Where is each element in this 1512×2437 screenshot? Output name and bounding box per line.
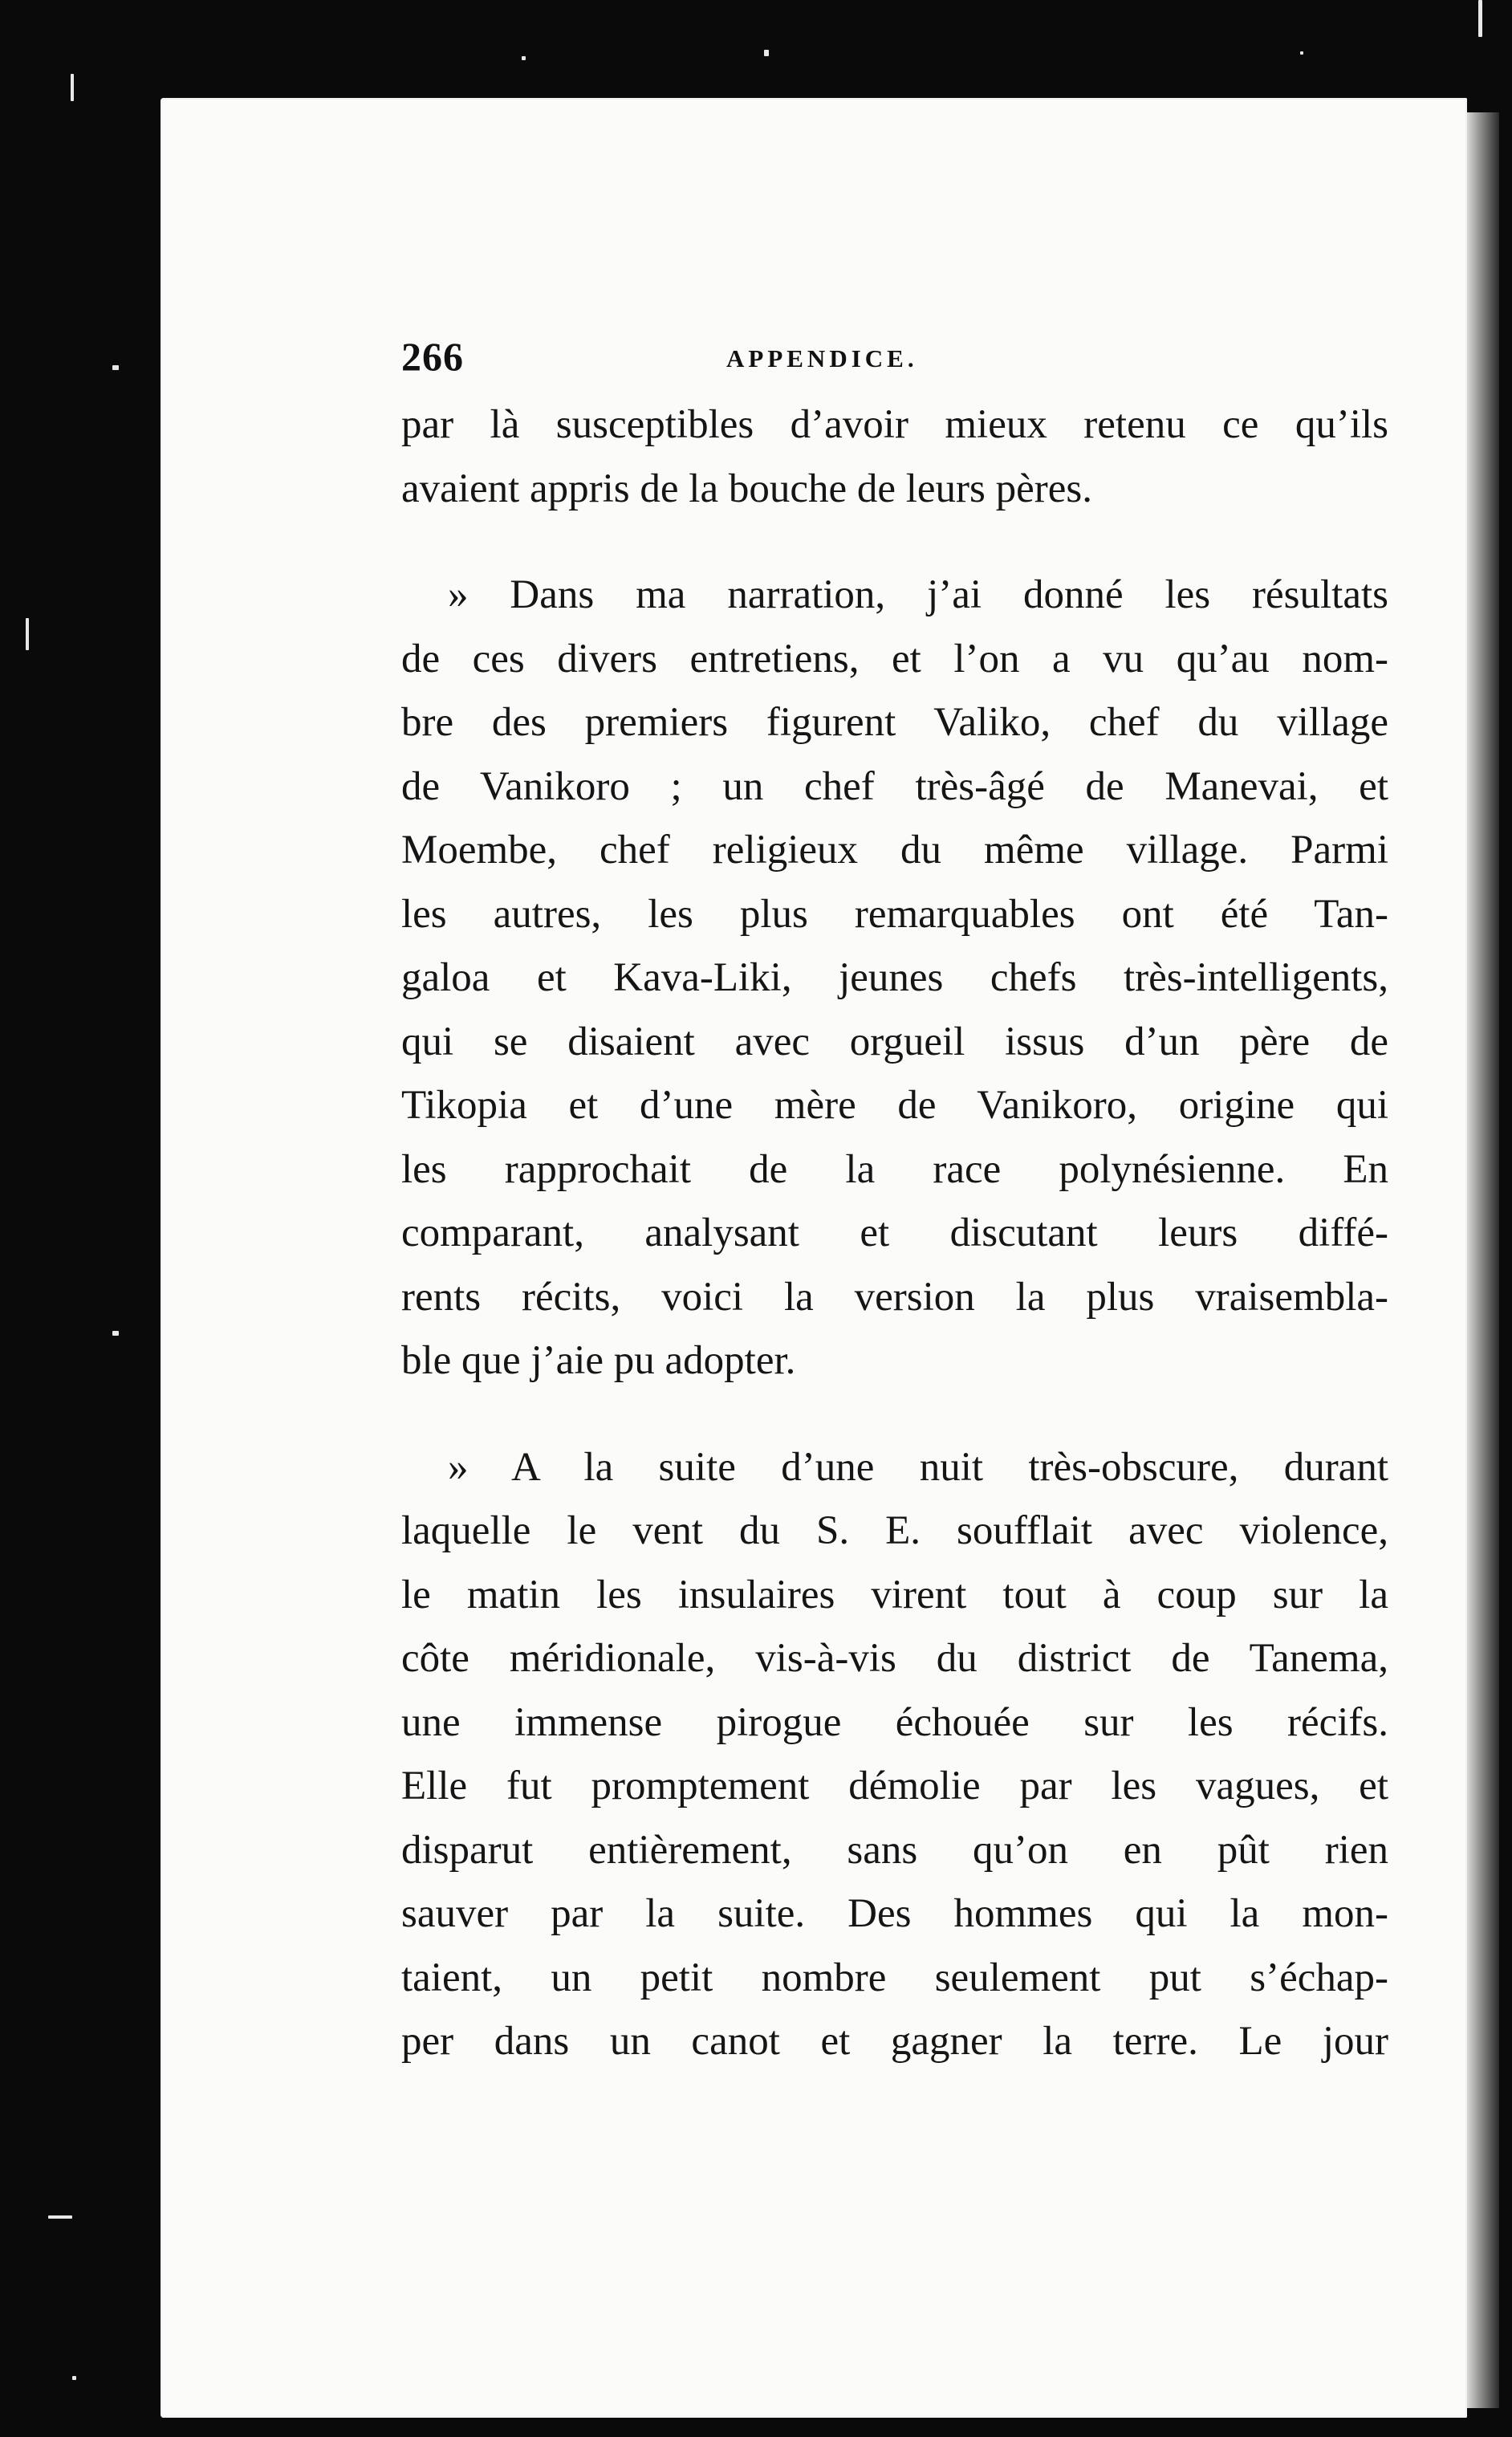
text-line: rents récits, voici la version la plus vraisembla-	[401, 1274, 1388, 1320]
scan-noise-speck	[48, 2215, 72, 2219]
text-line: » Dans ma narration, j’ai donné les résultats	[448, 572, 1388, 617]
scan-noise-speck	[1478, 0, 1482, 37]
text-line: Elle fut promptement démolie par les vagues, et	[401, 1764, 1388, 1808]
text-line: galoa et Kava-Liki, jeunes chefs très-intelligents,	[401, 955, 1388, 1000]
paragraph	[401, 563, 1388, 1393]
text-line: par là susceptibles d’avoir mieux retenu ce qu’ils	[401, 402, 1388, 447]
text-line: Tikopia et d’une mère de Vanikoro, origine qui	[401, 1083, 1388, 1128]
scan-noise-speck	[71, 74, 74, 101]
scan-noise-speck	[764, 50, 769, 56]
scan-noise-speck	[1300, 51, 1303, 55]
text-line: les autres, les plus remarquables ont été Tan-	[401, 891, 1388, 937]
paragraph	[401, 1436, 1388, 2074]
text-line: sauver par la suite. Des hommes qui la mon-	[401, 1891, 1388, 1936]
text-line: Moembe, chef religieux du même village. Parmi	[401, 828, 1388, 873]
text-line: disparut entièrement, sans qu’on en pût rien	[401, 1827, 1388, 1873]
text-line: une immense pirogue échouée sur les récifs.	[401, 1699, 1388, 1745]
paragraph-gap	[401, 521, 1388, 563]
page-number: 266	[401, 334, 464, 379]
text-line: laquelle le vent du S. E. soufflait avec violence,	[401, 1508, 1388, 1553]
text-line: les rapprochait de la race polynésienne. En	[401, 1146, 1388, 1192]
text-line: ble que j’aie pu adopter.	[401, 1338, 796, 1383]
text-line: côte méridionale, vis-à-vis du district de Tanema,	[401, 1636, 1388, 1681]
scan-noise-speck	[26, 618, 29, 650]
running-head: APPENDICE.	[726, 344, 918, 372]
page-header	[401, 333, 1388, 389]
text-line: taient, un petit nombre seulement put s’échap-	[401, 1955, 1388, 2000]
text-line: bre des premiers figurent Valiko, chef du village	[401, 700, 1388, 745]
text-line: » A la suite d’une nuit très-obscure, durant	[448, 1444, 1388, 1490]
text-line: per dans un canot et gagner la terre. Le jour	[401, 2019, 1388, 2064]
body-text	[401, 393, 1388, 2074]
text-line: comparant, analysant et discutant leurs diffé-	[401, 1210, 1388, 1255]
paragraph	[401, 393, 1388, 521]
scan-noise-speck	[112, 1331, 119, 1336]
paragraph-gap	[401, 1393, 1388, 1436]
scan-noise-speck	[72, 2376, 76, 2380]
page-right-edge-shadow	[1467, 112, 1499, 2408]
text-line: le matin les insulaires virent tout à coup sur la	[401, 1572, 1388, 1617]
text-line: qui se disaient avec orgueil issus d’un père de	[401, 1019, 1388, 1064]
scan-noise-speck	[522, 56, 526, 60]
text-line: avaient appris de la bouche de leurs pères.	[401, 466, 1092, 511]
scan-noise-speck	[112, 365, 119, 370]
text-line: de Vanikoro ; un chef très-âgé de Manevai, et	[401, 763, 1388, 809]
text-line: de ces divers entretiens, et l’on a vu qu’au nom-	[401, 636, 1388, 681]
